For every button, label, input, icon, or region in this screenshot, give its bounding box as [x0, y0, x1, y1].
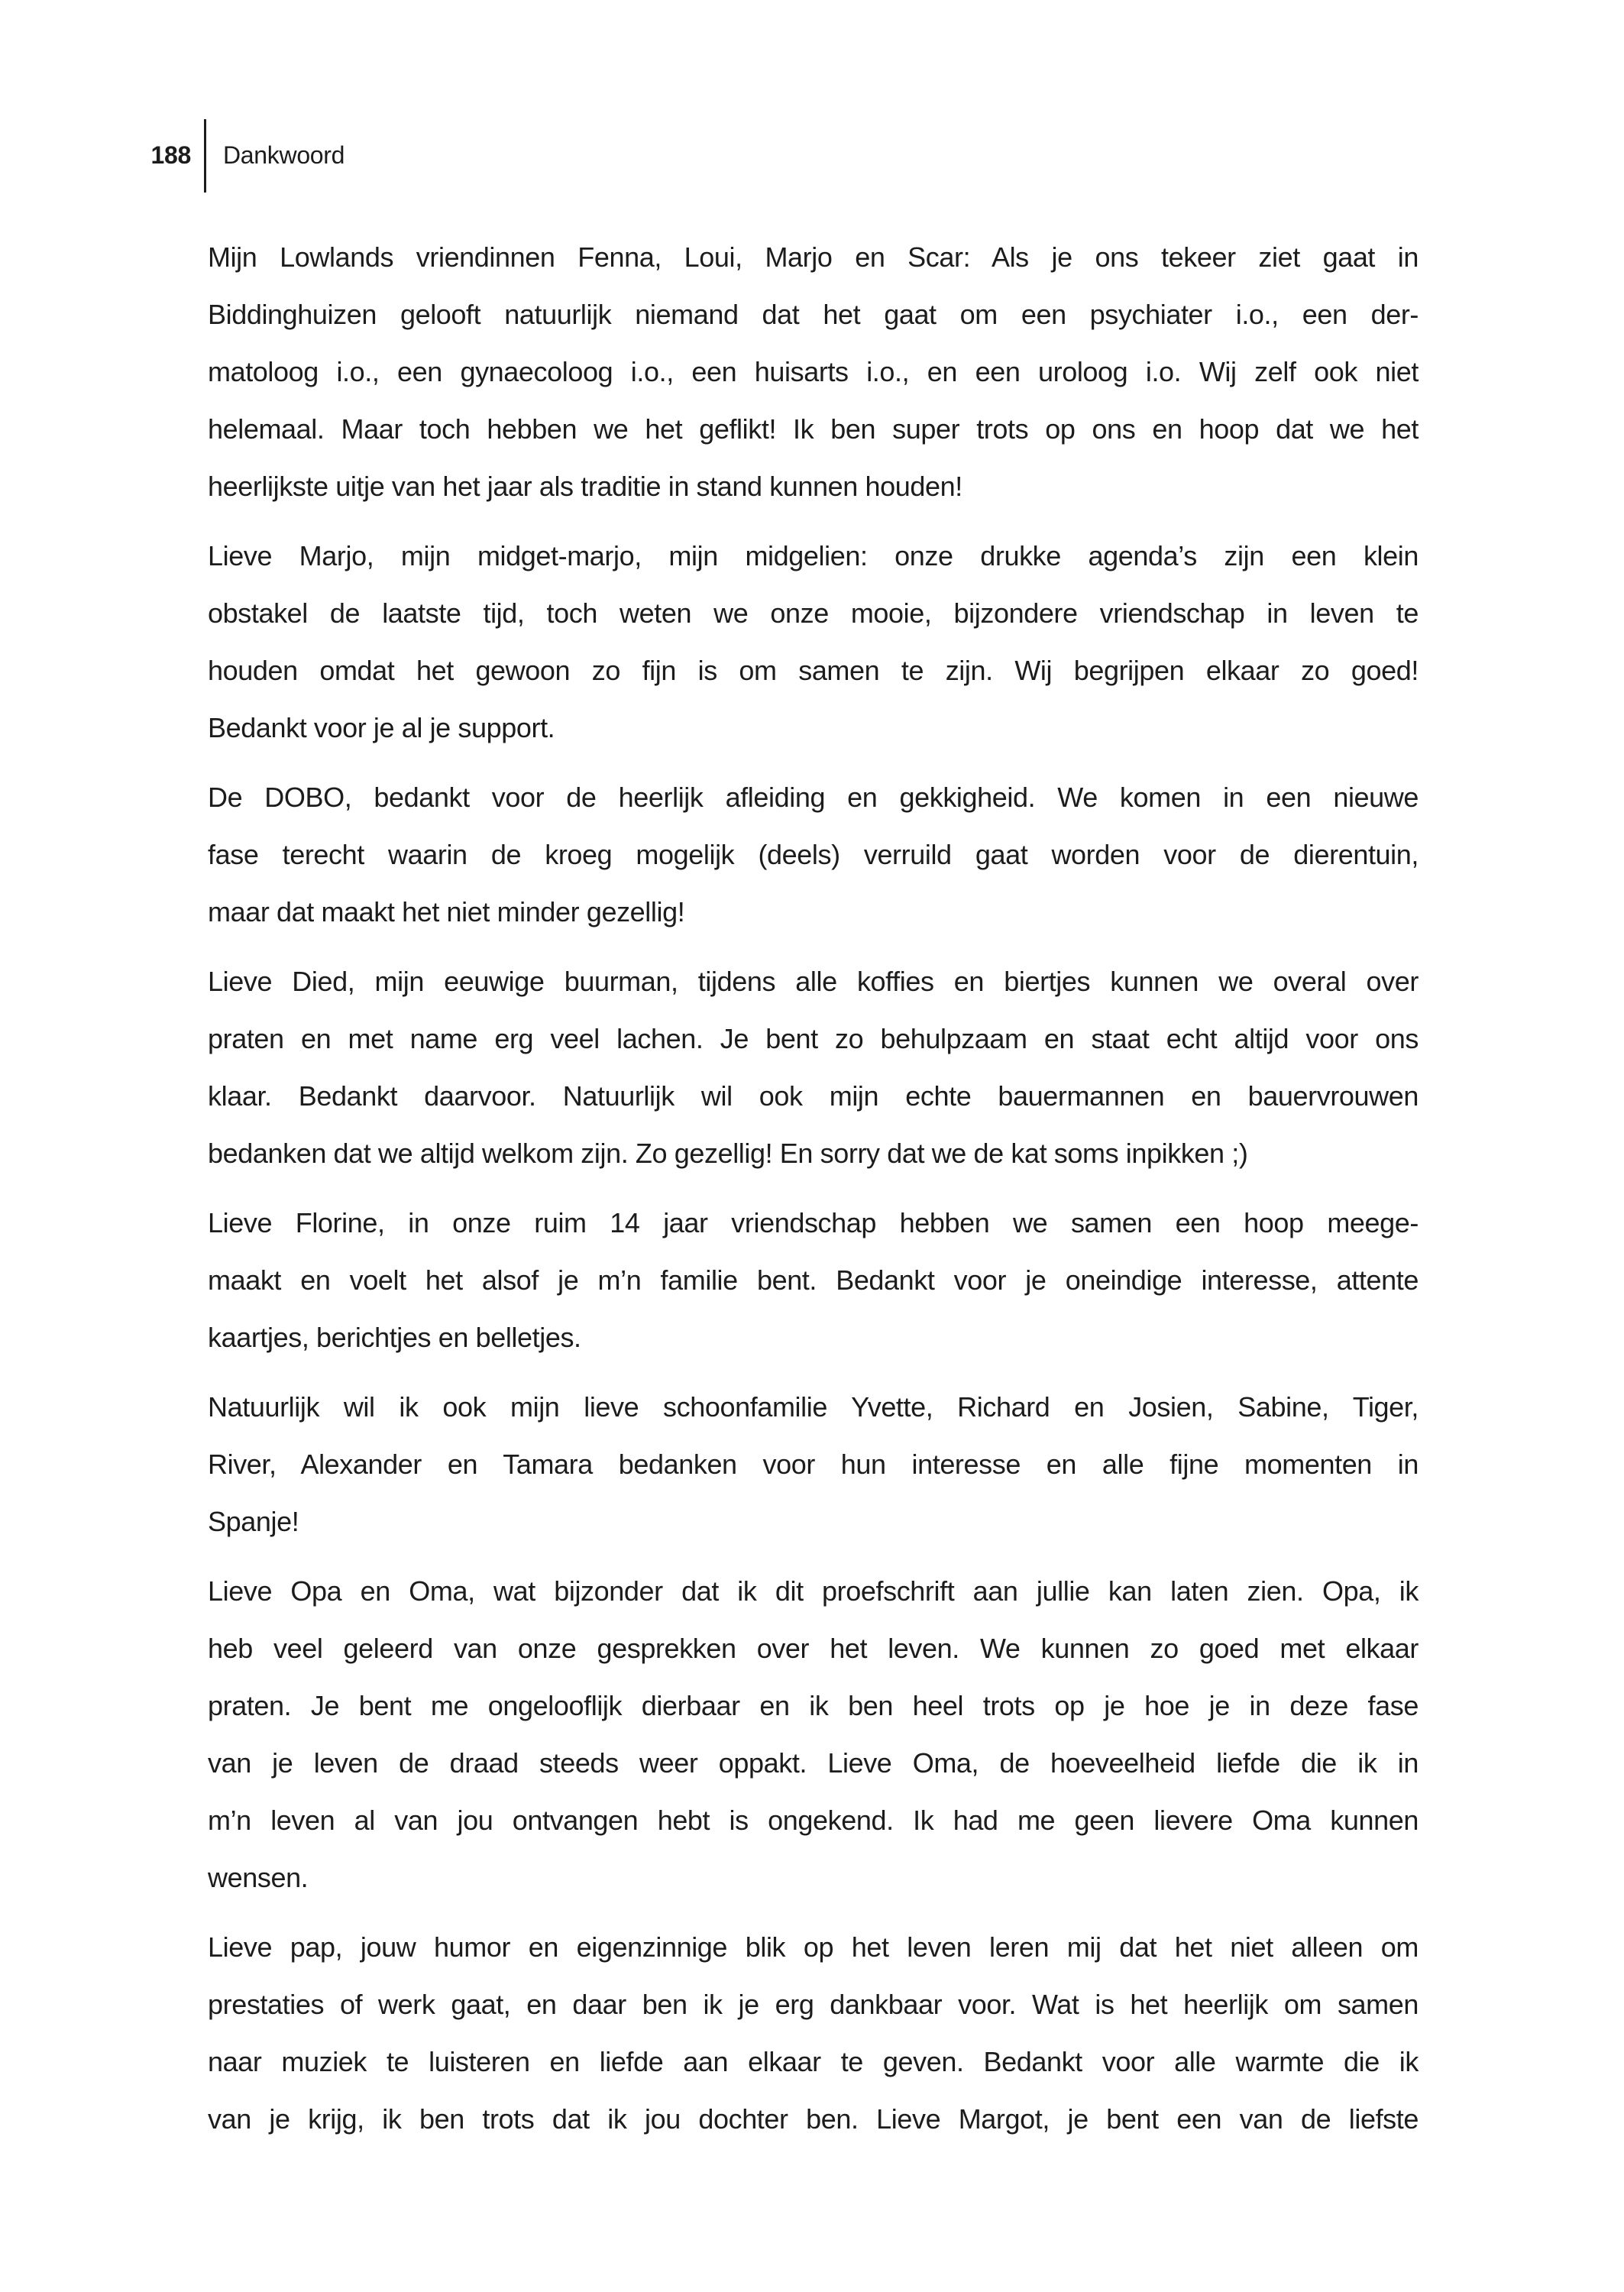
text-line: van je krijg, ik ben trots dat ik jou dochter ben. Lieve Margot, je bent een van de liefste	[208, 2103, 1419, 2135]
paragraph	[208, 769, 1419, 940]
text-line: maar dat maakt het niet minder gezellig!	[208, 896, 685, 927]
text-line: De DOBO, bedankt voor de heerlijk afleiding en gekkigheid. We komen in een nieuwe	[208, 782, 1419, 813]
paragraph	[208, 953, 1419, 1182]
paragraph	[208, 1918, 1419, 2148]
text-line: Lieve pap, jouw humor en eigenzinnige blik op het leven leren mij dat het niet alleen om	[208, 1931, 1419, 1963]
chapter-title: Dankwoord	[223, 141, 345, 169]
text-line: naar muziek te luisteren en liefde aan elkaar te geven. Bedankt voor alle warmte die ik	[208, 2046, 1419, 2077]
paragraph	[208, 1562, 1419, 1906]
text-line: Lieve Opa en Oma, wat bijzonder dat ik dit proefschrift aan jullie kan laten zien. Opa, ik	[208, 1575, 1419, 1607]
text-line: maakt en voelt het alsof je m’n familie bent. Bedankt voor je oneindige interesse, attente	[208, 1264, 1419, 1296]
text-line: heerlijkste uitje van het jaar als traditie in stand kunnen houden!	[208, 471, 962, 502]
paragraph	[208, 228, 1419, 515]
text-line: houden omdat het gewoon zo fijn is om samen te zijn. Wij begrijpen elkaar zo goed!	[208, 655, 1419, 686]
text-line: prestaties of werk gaat, en daar ben ik je erg dankbaar voor. Wat is het heerlijk om samen	[208, 1989, 1419, 2020]
text-line: Bedankt voor je al je support.	[208, 712, 555, 743]
text-line: praten en met name erg veel lachen. Je bent zo behulpzaam en staat echt altijd voor ons	[208, 1023, 1419, 1054]
paragraph	[208, 527, 1419, 756]
text-line: heb veel geleerd van onze gesprekken over het leven. We kunnen zo goed met elkaar	[208, 1633, 1419, 1664]
paragraph	[208, 1194, 1419, 1366]
text-line: Mijn Lowlands vriendinnen Fenna, Loui, Marjo en Scar: Als je ons tekeer ziet gaat in	[208, 241, 1419, 273]
text-line: bedanken dat we altijd welkom zijn. Zo gezellig! En sorry dat we de kat soms inpikken ;)	[208, 1138, 1248, 1169]
text-line: Biddinghuizen gelooft natuurlijk niemand dat het gaat om een psychiater i.o., een der-	[208, 299, 1419, 330]
text-line: matoloog i.o., een gynaecoloog i.o., een huisarts i.o., en een uroloog i.o. Wij zelf ook niet	[208, 356, 1419, 387]
header-divider	[204, 119, 206, 193]
text-line: fase terecht waarin de kroeg mogelijk (deels) verruild gaat worden voor de dierentuin,	[208, 839, 1419, 870]
text-line: Lieve Died, mijn eeuwige buurman, tijdens alle koffies en biertjes kunnen we overal over	[208, 966, 1419, 997]
text-line: klaar. Bedankt daarvoor. Natuurlijk wil ook mijn echte bauermannen en bauervrouwen	[208, 1080, 1419, 1112]
text-line: obstakel de laatste tijd, toch weten we onze mooie, bijzondere vriendschap in leven te	[208, 597, 1419, 629]
text-line: River, Alexander en Tamara bedanken voor hun interesse en alle fijne momenten in	[208, 1449, 1419, 1480]
text-line: van je leven de draad steeds weer oppakt. Lieve Oma, de hoeveelheid liefde die ik in	[208, 1747, 1419, 1779]
text-line: Lieve Marjo, mijn midget-marjo, mijn midgelien: onze drukke agenda’s zijn een klein	[208, 540, 1419, 571]
text-line: m’n leven al van jou ontvangen hebt is ongekend. Ik had me geen lievere Oma kunnen	[208, 1805, 1419, 1836]
page-number: 188	[150, 141, 191, 169]
body-text	[208, 228, 1419, 2160]
text-line: praten. Je bent me ongelooflijk dierbaar en ik ben heel trots op je hoe je in deze fase	[208, 1690, 1419, 1721]
text-line: Natuurlijk wil ik ook mijn lieve schoonfamilie Yvette, Richard en Josien, Sabine, Tiger,	[208, 1391, 1419, 1423]
text-line: Lieve Florine, in onze ruim 14 jaar vriendschap hebben we samen een hoop meege-	[208, 1207, 1419, 1238]
text-line: kaartjes, berichtjes en belletjes.	[208, 1322, 581, 1353]
text-line: helemaal. Maar toch hebben we het geflikt! Ik ben super trots op ons en hoop dat we het	[208, 413, 1419, 445]
text-line: wensen.	[208, 1862, 309, 1893]
text-line: Spanje!	[208, 1506, 299, 1537]
paragraph	[208, 1378, 1419, 1550]
